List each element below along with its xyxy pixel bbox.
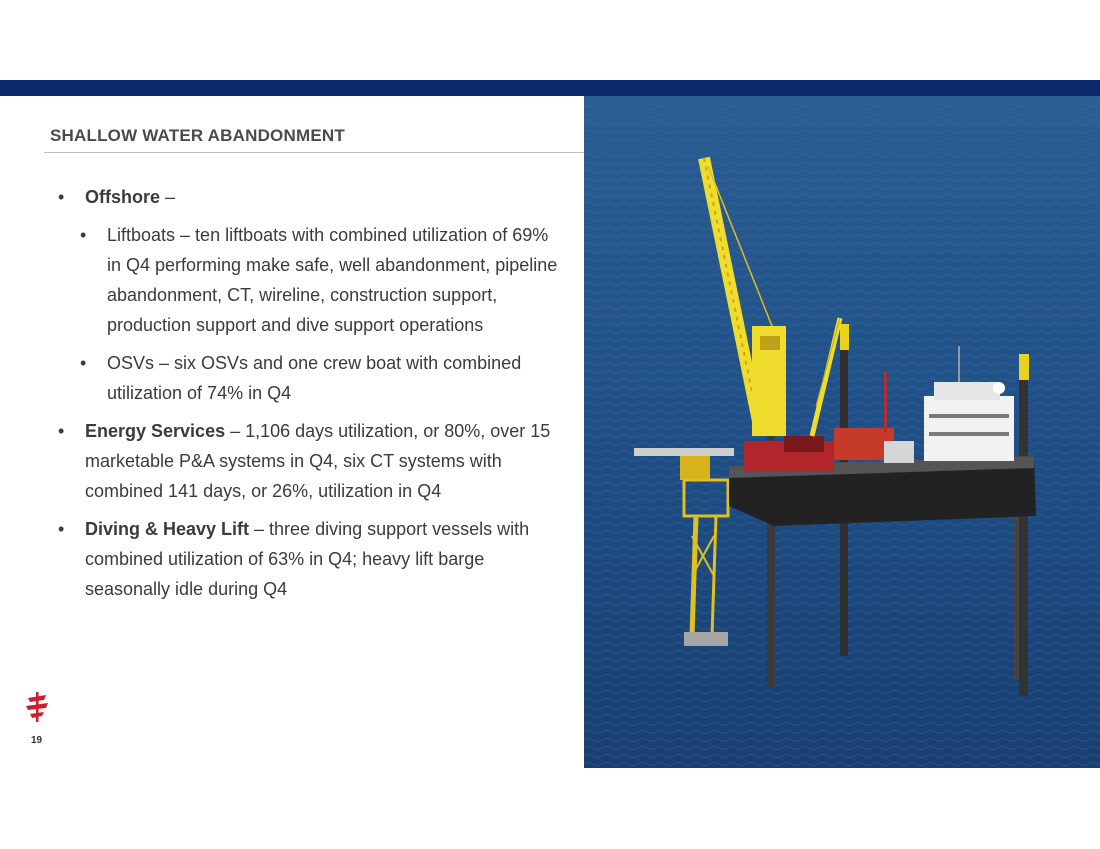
- header-bar: [0, 80, 1100, 96]
- bullet-liftboats-text: Liftboats – ten liftboats with combined utilization of 69% in Q4 performing make safe, well abandonment, pipeline abandonment, CT, wireline, construction support, production support and dive support operations: [107, 225, 558, 335]
- bullet-offshore-label: Offshore: [85, 187, 161, 207]
- bullet-energy-text: – 1,106 days utilization, or 80%, over 15 marketable P&A systems in Q4, six CT systems with combined 141 days, or 26%, utilization in Q4: [85, 421, 551, 501]
- bullet-energy-label: Energy Services: [85, 421, 226, 441]
- bullet-diving-label: Diving & Heavy Lift: [85, 519, 250, 539]
- bullet-osvs: [58, 348, 558, 408]
- page-number: 19: [31, 735, 43, 746]
- bullet-list: [58, 182, 558, 612]
- bullet-energy-services: [58, 416, 558, 506]
- company-logo: [24, 692, 50, 722]
- bullet-osvs-text: OSVs – six OSVs and one crew boat with combined utilization of 74% in Q4: [107, 353, 522, 403]
- bullet-offshore: [58, 182, 558, 212]
- title-underline: [44, 152, 584, 153]
- bullet-offshore-text: –: [160, 187, 176, 207]
- bullet-liftboats: [58, 220, 558, 340]
- slide-title: SHALLOW WATER ABANDONMENT: [50, 126, 345, 145]
- bullet-diving-text: – three diving support vessels with combined utilization of 63% in Q4; heavy lift barge seasonally idle during Q4: [85, 519, 530, 599]
- bullet-diving-heavy-lift: [58, 514, 558, 604]
- offshore-liftboat-photo: [584, 96, 1100, 768]
